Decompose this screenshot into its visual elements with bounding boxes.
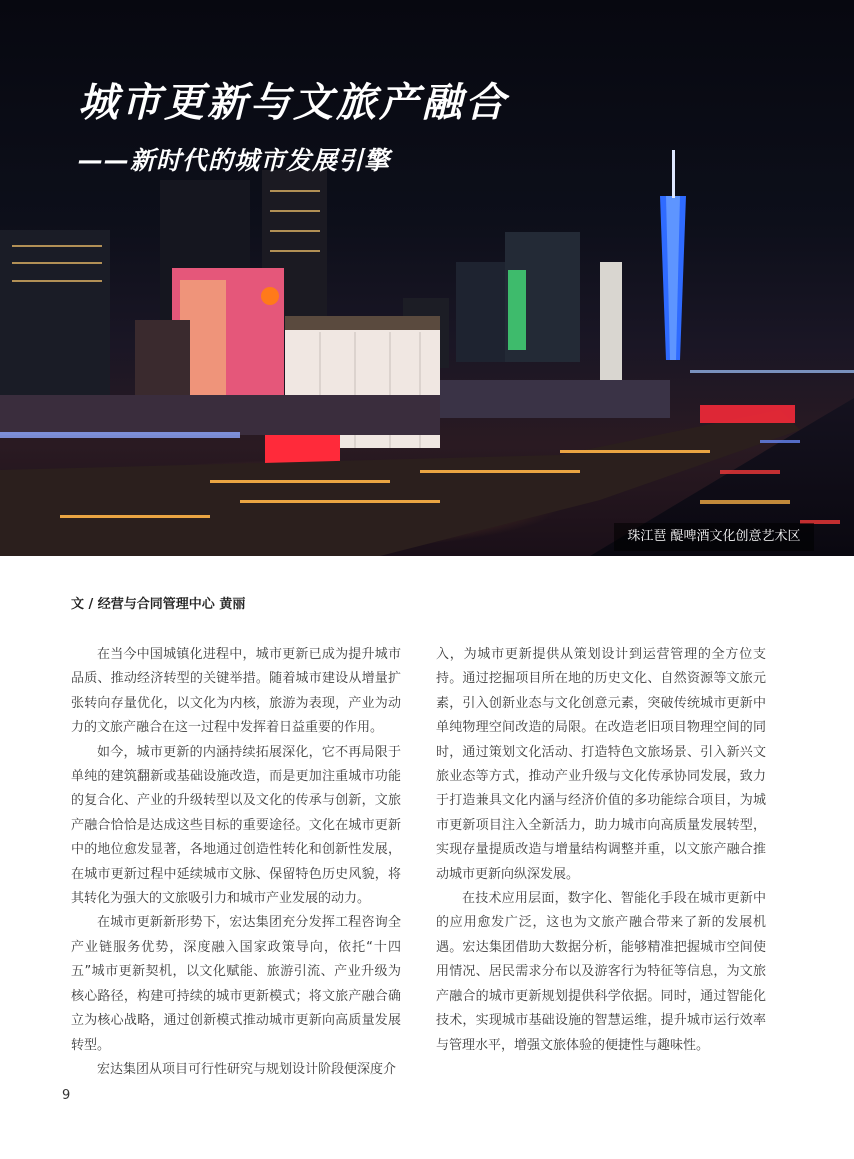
paragraph: 如今，城市更新的内涵持续拓展深化，它不再局限于单纯的建筑翻新或基础设施改造，而是更加注重城市功能的复合化、产业的升级转型以及文化的传承与创新，文旅产融合恰恰是达成这些目标的重要途径。文化在城市更新中的地位愈发显著，各地通过创造性转化和创新性发展，在城市更新过程中延续城市文脉、保留特色历史风貌，将其转化为强大的文旅吸引力和城市产业发展的动力。	[71, 744, 401, 907]
paragraph: 在当今中国城镇化进程中，城市更新已成为提升城市品质、推动经济转型的关键举措。随着城市建设从增量扩张转向存量优化，以文化为内核，旅游为表现，产业为动力的文旅产融合在这一过程中发挥着日益重要的作用。	[71, 647, 401, 736]
hero-photo	[0, 0, 854, 556]
page-number: 9	[62, 1088, 71, 1103]
photo-caption: 珠江琶 醍啤酒文化创意艺术区	[614, 523, 814, 551]
paragraph: 在城市更新新形势下，宏达集团充分发挥工程咨询全产业链服务优势，深度融入国家政策导向，依托“十四五”城市更新契机，以文化赋能、旅游引流、产业升级为核心路径，构建可持续的城市更新模式；将文旅产融合确立为核心战略，通过创新模式推动城市更新向高质量发展转型。	[71, 915, 401, 1053]
article-subtitle: ——新时代的城市发展引擎	[78, 146, 391, 175]
paragraph: 在技术应用层面，数字化、智能化手段在城市更新中的应用愈发广泛，这也为文旅产融合带来了新的发展机遇。宏达集团借助大数据分析，能够精准把握城市空间使用情况、居民需求分布以及游客行为特征等信息，为文旅产融合的城市更新规划提供科学依据。同时，通过智能化技术，实现城市基础设施的智慧运维，提升城市运行效率与管理水平，增强文旅体验的便捷性与趣味性。	[436, 891, 766, 1053]
paragraph: 宏达集团从项目可行性研究与规划设计阶段便深度介	[97, 1061, 397, 1077]
paragraph-continued: 入，为城市更新提供从策划设计到运营管理的全方位支持。通过挖掘项目所在地的历史文化、自然资源等文旅元素，引入创新业态与文化创意元素，突破传统城市更新中单纯物理空间改造的局限。在改造老旧项目物理空间的同时，通过策划文化活动、打造特色文旅场景、引入新兴文旅业态等方式，推动产业升级与文化传承协同发展，致力于打造兼具文化内涵与经济价值的多功能综合项目，为城市更新项目注入全新活力，助力城市向高质量发展转型，实现存量提质改造与增量结构调整并重，以文旅产融合推动城市更新向纵深发展。	[436, 647, 766, 882]
right-text-column	[436, 643, 766, 1058]
left-text-column	[71, 643, 401, 1082]
article-title: 城市更新与文旅产融合	[78, 80, 508, 126]
author-byline: 文 / 经营与合同管理中心 黄丽	[71, 597, 246, 612]
